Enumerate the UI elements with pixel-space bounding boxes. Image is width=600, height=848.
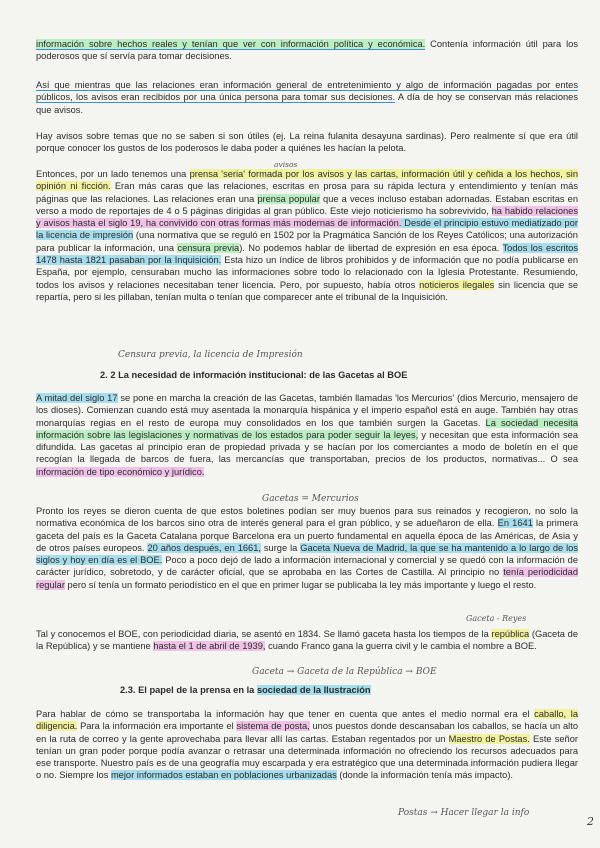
handwritten-gaceta-chain: Gaceta → Gaceta de la República → BOE — [252, 667, 437, 677]
paragraph-8: Para hablar de cómo se transportaba la información hay que tener en cuenta que antes el medio normal era el caballo, la diligencia. Para la información era importante el sistema de posta, unos puestos donde descansaban los caballos, se hacía un alto en la ruta de correo y la gente aprovechaba para llevar allí las cartas. Estaban regentados por un Maestro de Postas. Este señor tenían un gran poder porque podía avanzar o retrasar una determinada información no ofreciendo los recursos adecuados para ese transporte. Nuestro país es de una geografía muy escarpada y era estratégico que una determinada información pudiera llegar o no. Siempre los mejor informados estaban en poblaciones urbanizadas (donde la información tenía más impacto). — [36, 709, 578, 781]
handwritten-gacetas-mercurios: Gacetas = Mercurios — [262, 494, 359, 504]
handwritten-gaceta-reyes: Gaceta - Reyes — [466, 614, 527, 623]
paragraph-7: Tal y conocemos el BOE, con periodicidad diaria, se asentó en 1834. Se llamó gaceta hasta los tiempos de la república (Gaceta de la República) y se mantiene hasta el 1 de abril de 1939, cuando Franco gana la guerra civil y le cambia el nombre a BOE. — [36, 629, 579, 652]
section-heading-2-3: 2.3. El papel de la prensa en la sociedad de la Ilustración — [120, 685, 371, 695]
page-number: 2 — [587, 815, 594, 828]
handwritten-avisos: avisos — [274, 160, 298, 169]
paragraph-5: A mitad del siglo 17 se pone en marcha la creación de las Gacetas, también llamadas 'los Mercurios' (dios Mercurio, mensajero de los dioses). Comienzan cuando está muy asentada la monarquía hispánica y el imperio español está en auge. También hay otras monarquías regias en el resto de europa muy consolidados en los que también surgen la Gacetas. La sociedad necesita información sobre las legislaciones y normativas de los estados para poder seguir la leyes, y necesitan que esta información sea difundida. Las gacetas al principio eran de propiedad privada y se hacían por los comerciantes a modo de boletín en el que recogían la llegada de barcos de fuera, las mercancías que transportaban, precios de los productos, normativas... O sea información de tipo económico y jurídico. — [36, 393, 579, 477]
paragraph-4: Entonces, por un lado tenemos una prensa 'seria' formada por los avisos y las cartas, información útil y ceñida a los hechos, sin opinión ni ficción. Eran más caras que las relaciones, escritas en prosa para su rápida lectura y entendimiento y tenían más páginas que las relaciones. Las relaciones eran una prensa popular que a veces incluso estaban adornadas. Estaban escritas en verso a modo de reportajes de 4 o 5 páginas dirigidas al gran público. Este viejo noticierismo ha sobrevivido, ha habido relaciones y avisos hasta el siglo 19, ha convivido con otras formas más modernas de información. Desde el principio estuvo mediatizado por la licencia de impresión (una normativa que se reguló en 1502 por la Pragmática Sanción de los Reyes Católicos; una autorización para publicar la información, una censura previa). No podemos hablar de libertad de expresión en esa época. Todos los escritos 1478 hasta 1821 pasaban por la Inquisición. Esta hizo un índice de libros prohibidos y de información que no podía publicarse en España, por ejemplo, censuraban mucho las informaciones sobre todo lo relacionado con la Iglesia Protestante. Resumiendo, todos los avisos y relaciones necesitaban tener licencia. Pero, por supuesto, había otros noticieros ilegales sin licencia que se repartía, pero si les pillaban, tenían multa o tenían que comparecer ante el tribunal de la Inquisición. — [36, 169, 579, 302]
handwritten-censura-note: Censura previa, la licencia de Impresión — [118, 350, 303, 360]
section-heading-2-2: 2. 2 La necesidad de información institucional: de las Gacetas al BOE — [100, 370, 408, 380]
paragraph-1: información sobre hechos reales y tenían que ver con información política y económica. Contenía información útil para los poderosos que sí servía para tomar decisiones. — [36, 39, 578, 62]
paragraph-6: Pronto los reyes se dieron cuenta de que estos boletines podían ser muy buenos para sus reinados y recogieron, no solo la normativa económica de los barcos sino otra de interés general para el gran público, y se adueñaron de ella. En 1641 la primera gaceta del país es la Gaceta Catalana porque Barcelona era un puerto fundamental en aquella época de las Américas, de Asia y de otros países europeos. 20 años después, en 1661, surge la Gaceta Nueva de Madrid, la que se ha mantenido a lo largo de los siglos y hoy en día es el BOE. Poco a poco dejó de lado a información internacional y comercial y se quedó con la información de carácter jurídico, sobretodo, y de carácter oficial, que se aprobaba en las Cortes de Castilla. Al principio no tenía periodicidad regular pero sí tenía un formato periodístico en el que en primer lugar se publicaba la ley más importante y luego el resto. — [36, 506, 579, 590]
paragraph-3: Hay avisos sobre temas que no se saben si son útiles (ej. La reina fulanita desayuna sardinas). Pero realmente sí que era útil porque conocer los gustos de los poderosos le daba poder a quiénes les hacían la pelota. — [36, 131, 578, 154]
paragraph-2: Así que mientras que las relaciones eran información general de entretenimiento y algo de información pagadas por entes públicos, los avisos eran recibidos por una única persona para tomar sus decisiones. A día de hoy se conservan más relaciones que avisos. — [36, 80, 578, 115]
handwritten-postas-note: Postas → Hacer llegar la info — [398, 808, 530, 818]
